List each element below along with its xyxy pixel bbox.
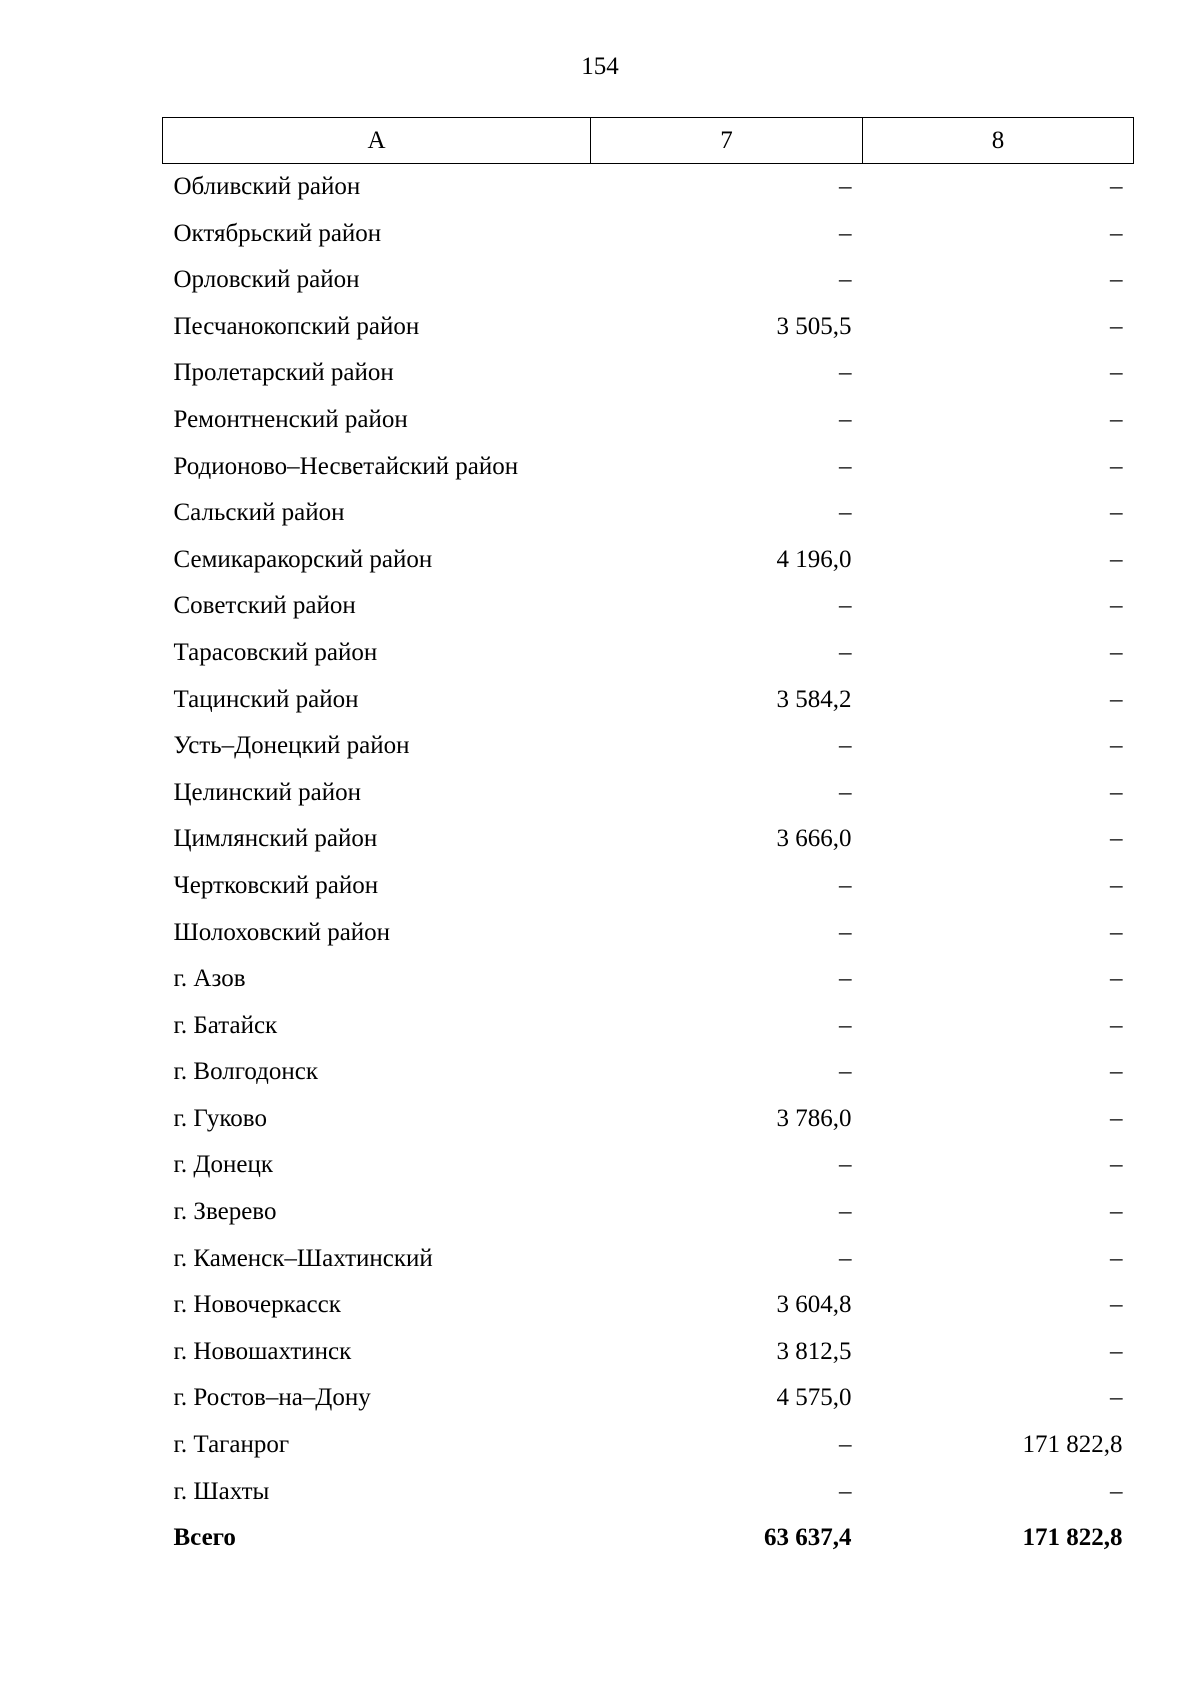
row-name: Родионово–Несветайский район (173, 452, 519, 480)
row-col-7: – (839, 266, 852, 294)
row-col-7: – (839, 1151, 852, 1179)
row-col-7: – (839, 965, 852, 993)
row-name: Цимлянский район (173, 825, 378, 853)
row-col-7: – (839, 638, 852, 666)
table-body (163, 164, 1134, 1562)
row-col-7: – (839, 918, 852, 946)
row-col-8: – (1110, 1244, 1123, 1272)
total-col-7: 63 637,4 (764, 1524, 852, 1552)
row-col-7: – (839, 219, 852, 247)
row-name: г. Новочеркасск (173, 1291, 341, 1319)
row-name: Ремонтненский район (173, 405, 408, 433)
row-col-8: – (1110, 499, 1123, 527)
row-col-7: – (839, 1244, 852, 1272)
table-row (163, 910, 1134, 957)
table-row (163, 164, 1134, 211)
table-row (163, 444, 1134, 491)
row-col-7: – (839, 173, 852, 200)
row-name: Октябрьский район (173, 219, 382, 247)
row-col-7: – (839, 1011, 852, 1039)
row-col-8: – (1110, 219, 1123, 247)
row-col-8: – (1110, 1011, 1123, 1039)
row-name: г. Новошахтинск (173, 1337, 352, 1365)
row-col-8: – (1110, 778, 1123, 806)
row-col-8: – (1110, 266, 1123, 294)
table-row (163, 1049, 1134, 1096)
row-name: г. Таганрог (173, 1431, 290, 1459)
table-row (163, 1469, 1134, 1516)
row-name: г. Гуково (173, 1104, 267, 1132)
row-col-8: – (1110, 1104, 1123, 1132)
row-name: Чертковский район (173, 871, 379, 899)
table-row (163, 1096, 1134, 1143)
row-name: г. Шахты (173, 1477, 270, 1505)
total-label: Всего (173, 1524, 236, 1552)
table-row (163, 816, 1134, 863)
table-row (163, 211, 1134, 258)
table-row (163, 350, 1134, 397)
header-row (163, 118, 1134, 164)
table-row (163, 770, 1134, 817)
row-col-7: 4 575,0 (776, 1384, 852, 1412)
table-row (163, 1422, 1134, 1469)
table-row (163, 257, 1134, 304)
row-col-7: – (839, 1058, 852, 1086)
table-row (163, 630, 1134, 677)
table-row (163, 1003, 1134, 1050)
row-col-8: – (1110, 825, 1123, 853)
row-name: г. Каменск–Шахтинский (173, 1244, 433, 1272)
table-row (163, 1375, 1134, 1422)
header-cell-7: 7 (591, 118, 863, 164)
row-col-8: – (1110, 1151, 1123, 1179)
total-row (163, 1515, 1134, 1562)
row-col-8: – (1110, 638, 1123, 666)
row-col-8: – (1110, 312, 1123, 340)
row-name: г. Донецк (173, 1151, 273, 1179)
row-col-7: 3 786,0 (776, 1104, 852, 1132)
row-col-7: – (839, 359, 852, 387)
row-col-8: – (1110, 1337, 1123, 1365)
row-name: Пролетарский район (173, 359, 394, 387)
table-row (163, 1236, 1134, 1283)
data-table (162, 117, 1134, 1562)
table-row (163, 583, 1134, 630)
table-row (163, 397, 1134, 444)
row-col-8: – (1110, 1384, 1123, 1412)
row-col-7: 3 812,5 (776, 1337, 852, 1365)
row-col-8: – (1110, 685, 1123, 713)
row-name: Обливский район (173, 173, 361, 200)
table-row (163, 677, 1134, 724)
row-col-7: 3 604,8 (776, 1291, 852, 1319)
table-row (163, 490, 1134, 537)
row-name: Песчанокопский район (173, 312, 420, 340)
table-row (163, 723, 1134, 770)
table-row (163, 537, 1134, 584)
row-col-8: – (1110, 1291, 1123, 1319)
table-row (163, 1142, 1134, 1189)
row-col-8: – (1110, 732, 1123, 760)
row-col-8: – (1110, 1477, 1123, 1505)
row-col-7: – (839, 1431, 852, 1459)
table-header (163, 118, 1134, 164)
row-name: г. Азов (173, 965, 246, 993)
row-name: Усть–Донецкий район (173, 732, 410, 760)
row-col-8: – (1110, 1198, 1123, 1226)
row-name: Тарасовский район (173, 638, 378, 666)
row-col-8: – (1110, 918, 1123, 946)
row-col-7: – (839, 732, 852, 760)
row-col-7: – (839, 871, 852, 899)
table-row (163, 1329, 1134, 1376)
row-col-8: – (1110, 405, 1123, 433)
table-row (163, 1189, 1134, 1236)
table-row (163, 863, 1134, 910)
row-col-8: 171 822,8 (1022, 1431, 1123, 1459)
row-name: Целинский район (173, 778, 361, 806)
row-col-8: – (1110, 452, 1123, 480)
row-col-8: – (1110, 173, 1123, 200)
table-row (163, 1282, 1134, 1329)
row-col-7: 3 666,0 (776, 825, 852, 853)
row-col-7: – (839, 452, 852, 480)
row-col-8: – (1110, 359, 1123, 387)
row-name: г. Зверево (173, 1198, 277, 1226)
row-col-7: 3 505,5 (776, 312, 852, 340)
total-col-8: 171 822,8 (1022, 1524, 1123, 1552)
row-name: Сальский район (173, 499, 345, 527)
row-name: Орловский район (173, 266, 360, 294)
row-col-7: 4 196,0 (776, 545, 852, 573)
row-col-8: – (1110, 965, 1123, 993)
row-col-8: – (1110, 592, 1123, 620)
row-col-7: – (839, 778, 852, 806)
row-col-7: – (839, 592, 852, 620)
row-name: Советский район (173, 592, 356, 620)
page-number: 154 (581, 53, 619, 80)
row-name: Тацинский район (173, 685, 359, 713)
row-col-7: – (839, 1198, 852, 1226)
row-col-8: – (1110, 545, 1123, 573)
table-row (163, 956, 1134, 1003)
row-col-7: – (839, 1477, 852, 1505)
header-cell-8: 8 (863, 118, 1134, 164)
row-name: Шолоховский район (173, 918, 391, 946)
row-name: г. Волгодонск (173, 1058, 319, 1086)
table-row (163, 304, 1134, 351)
row-name: г. Батайск (173, 1011, 278, 1039)
row-col-7: – (839, 499, 852, 527)
row-col-7: – (839, 405, 852, 433)
row-col-7: 3 584,2 (776, 685, 852, 713)
row-col-8: – (1110, 871, 1123, 899)
header-cell-a: А (163, 118, 591, 164)
row-col-8: – (1110, 1058, 1123, 1086)
row-name: Семикаракорский район (173, 545, 433, 573)
row-name: г. Ростов–на–Дону (173, 1384, 371, 1412)
